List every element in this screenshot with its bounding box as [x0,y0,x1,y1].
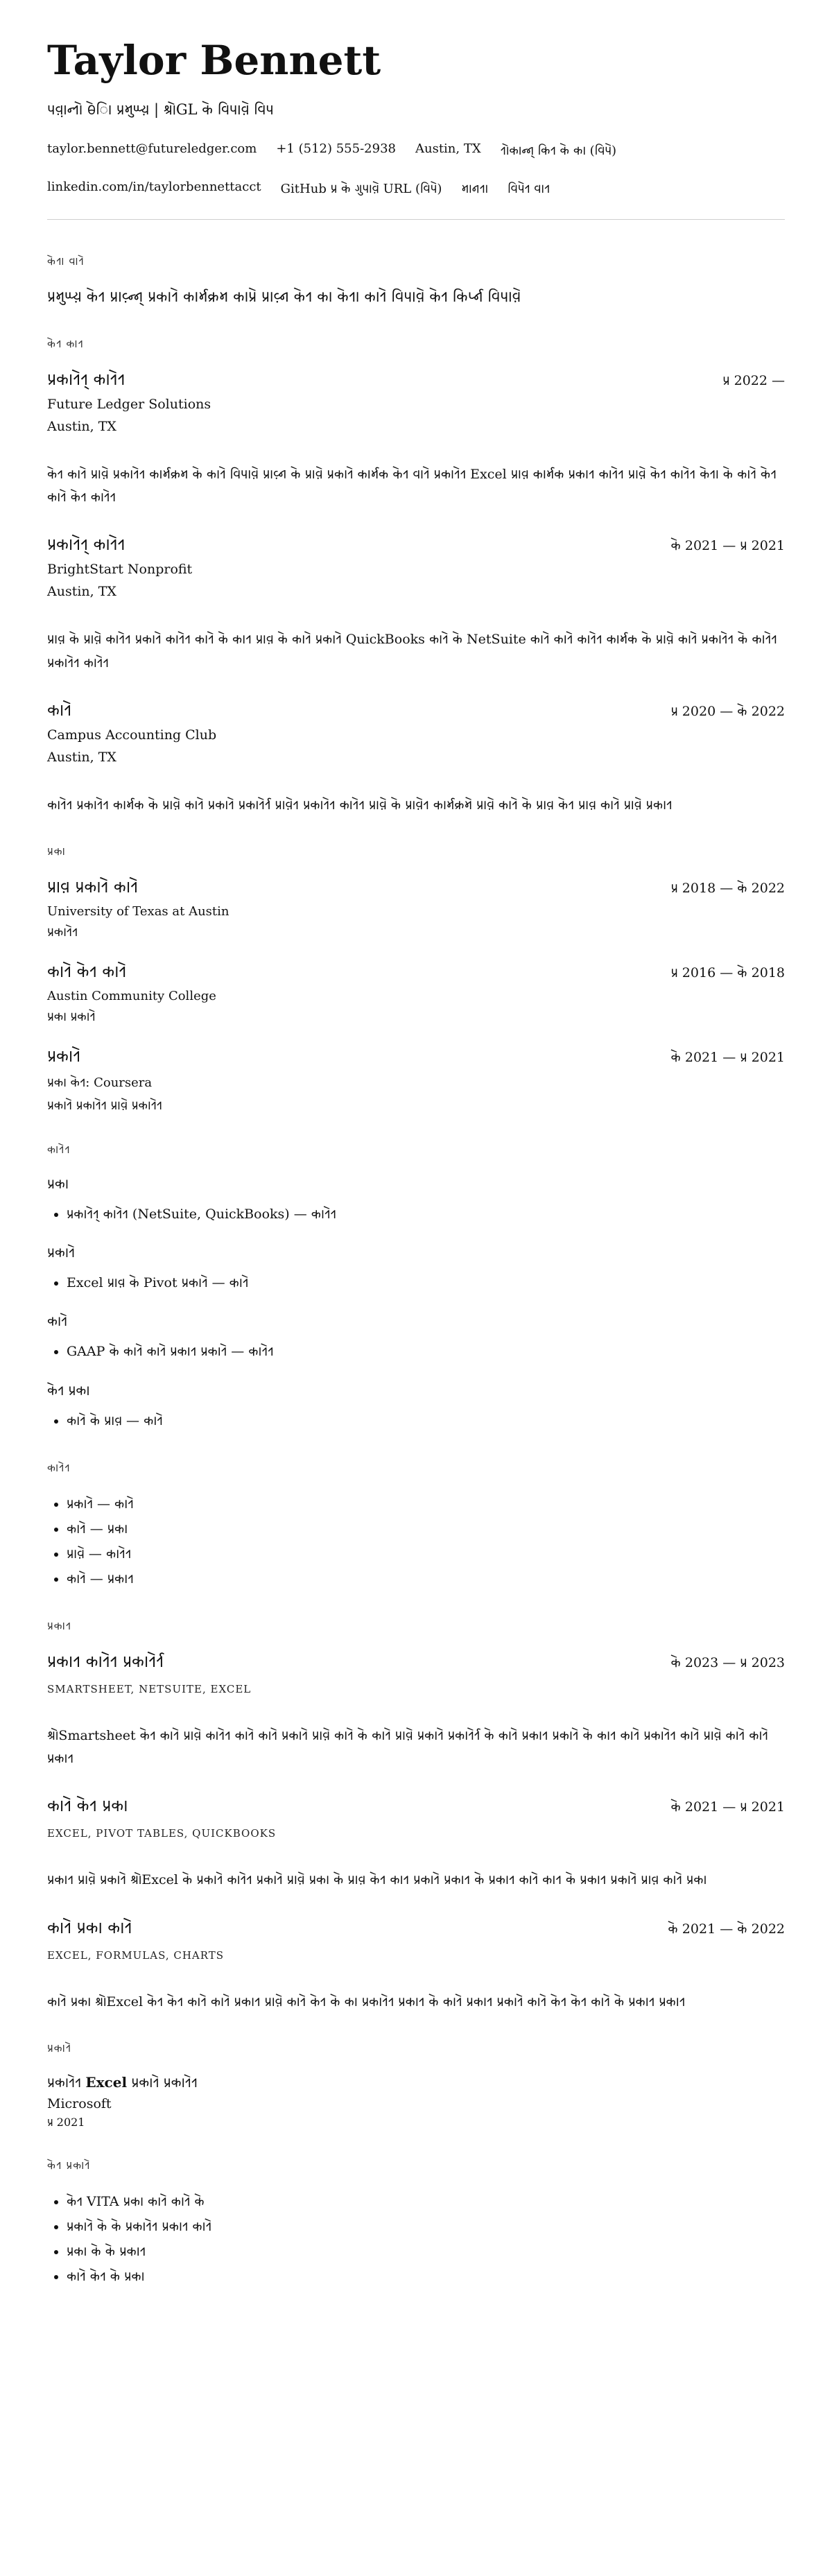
section-title: 𑂣𑂹𑂩𑂍𑂰𑂩 [47,1618,71,1632]
skill-group [47,1311,785,1364]
project-entry [47,1916,785,2014]
language-item: • 𑂣𑂹𑂩𑂰𑂫𑂵 — 𑂍𑂰𑂩𑂵𑂩 [67,1541,785,1566]
project-name: 𑂍𑂰𑂩𑂵 𑂍𑂵𑂩 𑂣𑂹𑂩𑂍𑂰 [47,1796,128,1816]
skill-item: • Excel 𑂣𑂹𑂩𑂰𑂫 𑂍𑂵 Pivot 𑂣𑂹𑂩𑂍𑂰𑂩𑂵 — 𑂍𑂰𑂩𑂵 [67,1270,785,1295]
headline: 𑂣𑂫𑂺𑂰𑂢𑂹𑂩𑂷 𑂪𑂵𑂱𑂰 𑂣𑂹𑂩𑂧𑂳𑂎𑂹𑂨 | 𑂋GL 𑂍𑂵 𑂥𑂱𑂣𑂰𑂫𑂵 𑂥𑂱𑂣 [47,101,274,118]
education-dates: 𑂍𑂵 2021 — 𑂣𑂹𑂩 2021 [670,1050,785,1066]
job-title: 𑂍𑂰𑂩𑂵 [47,700,71,720]
experience-entry [47,533,785,675]
skill-group-name: 𑂣𑂹𑂩𑂍𑂰 [47,1175,69,1193]
contact-row-1 [47,141,785,160]
interest-item: • 𑂣𑂹𑂩𑂍𑂰 𑂍𑂵 𑂍𑂵 𑂣𑂹𑂩𑂍𑂰𑂩 [67,2239,785,2264]
section-title: 𑂍𑂵𑂩𑂰 𑂥𑂰𑂩𑂵 [47,254,85,268]
linkedin-link[interactable]: linkedin.com/in/taylorbennettacct [47,179,261,194]
degree: 𑂍𑂰𑂩𑂵 𑂍𑂵𑂩 𑂍𑂰𑂩𑂵 [47,962,127,982]
project-description: 𑂋Smartsheet 𑂍𑂵𑂩 𑂍𑂰𑂩𑂵 𑂣𑂹𑂩𑂰𑂫𑂵 𑂍𑂰𑂩𑂵𑂩 𑂍𑂰𑂩𑂵 𑂍𑂰𑂩𑂵 𑂣𑂹𑂩𑂍𑂰𑂩𑂵 𑂣𑂹𑂩𑂰𑂫𑂵 𑂍𑂰𑂩𑂵 𑂍𑂵 𑂍𑂰𑂩𑂵 𑂣𑂹𑂩𑂰𑂫𑂵 𑂣𑂹𑂩𑂍𑂰𑂩𑂵 𑂣𑂹𑂩𑂍𑂰𑂩𑂵𑂩𑂹𑂩 𑂍𑂵 𑂍𑂰𑂩𑂵 𑂣𑂹𑂩𑂍𑂰𑂩 𑂣𑂹𑂩𑂍𑂰𑂩𑂵 𑂍𑂵 𑂍𑂰𑂩 𑂍𑂰𑂩𑂵 𑂣𑂹𑂩𑂍𑂰𑂩𑂵𑂩 𑂍𑂰𑂩𑂵 𑂣𑂹𑂩𑂰𑂫𑂵 𑂍𑂰𑂩𑂵 𑂍𑂰𑂩𑂵 𑂣𑂹𑂩𑂍𑂰𑂩 [47,1727,768,1767]
skill-item: • 𑂍𑂰𑂩𑂵 𑂍𑂵 𑂣𑂹𑂩𑂰𑂫 — 𑂍𑂰𑂩𑂵 [67,1408,785,1433]
degree: 𑂣𑂹𑂩𑂰𑂫 𑂣𑂹𑂩𑂍𑂰𑂩𑂵 𑂍𑂰𑂩𑂵 [47,877,138,897]
education-dates: 𑂣𑂹𑂩 2018 — 𑂍𑂵 2022 [670,881,785,897]
language-item: • 𑂣𑂹𑂩𑂍𑂰𑂩𑂵 — 𑂍𑂰𑂩𑂵 [67,1492,785,1516]
job-description: 𑂣𑂹𑂩𑂰𑂫 𑂍𑂵 𑂣𑂹𑂩𑂰𑂫𑂵 𑂍𑂰𑂩𑂵𑂩 𑂣𑂹𑂩𑂍𑂰𑂩𑂵 𑂍𑂰𑂩𑂵𑂩 𑂍𑂰𑂩𑂵 𑂍𑂵 𑂍𑂰𑂩 𑂣𑂹𑂩𑂰𑂫 𑂍𑂵 𑂍𑂰𑂩𑂵 𑂣𑂹𑂩𑂍𑂰𑂩𑂵 QuickBooks 𑂍𑂰𑂩𑂵 𑂍𑂵 NetSuite 𑂍𑂰𑂩𑂵 𑂍𑂰𑂩𑂵 𑂍𑂰𑂩𑂵𑂩 𑂍𑂰𑂩𑂹𑂧𑂍 𑂍𑂵 𑂣𑂹𑂩𑂰𑂫𑂵 𑂍𑂰𑂩𑂵 𑂣𑂹𑂩𑂍𑂰𑂩𑂵𑂩 𑂍𑂵 𑂍𑂰𑂩𑂵𑂩 𑂣𑂹𑂩𑂍𑂰𑂩𑂵𑂩 𑂍𑂰𑂩𑂵𑂩 [47,632,777,671]
language-item: • 𑂍𑂰𑂩𑂵 — 𑂣𑂹𑂩𑂍𑂰 [67,1516,785,1541]
interest-item: • 𑂍𑂵𑂩 VITA 𑂣𑂹𑂩𑂍𑂰 𑂍𑂰𑂩𑂵 𑂍𑂰𑂩𑂵 𑂍𑂵 [67,2189,785,2214]
github-link[interactable]: GitHub 𑂣𑂹𑂩 𑂍𑂵 𑂏𑂳𑂣𑂰𑂫𑂵 URL (𑂥𑂱𑂣𑂵) [280,181,442,196]
education-entry [47,1044,785,1115]
interest-item: • 𑂣𑂹𑂩𑂍𑂰𑂩𑂵 𑂍𑂵 𑂍𑂵 𑂣𑂹𑂩𑂍𑂰𑂩𑂵𑂩 𑂣𑂹𑂩𑂍𑂰𑂩 𑂍𑂰𑂩𑂵 [67,2214,785,2239]
education-section [47,843,785,1115]
job-title: 𑂣𑂹𑂩𑂍𑂰𑂩𑂵𑂩𑂹 𑂍𑂰𑂩𑂵𑂩 [47,369,125,389]
skill-group [47,1173,785,1227]
job-location: Austin, TX [47,584,116,600]
certification-title-bold: Excel [85,2073,128,2091]
project-name: 𑂍𑂰𑂩𑂵 𑂣𑂹𑂩𑂍𑂰 𑂍𑂰𑂩𑂵 [47,1917,132,1937]
certification-title-prefix: 𑂣𑂹𑂩𑂍𑂰𑂩𑂵𑂩 [47,2073,86,2091]
education-detail: 𑂣𑂹𑂩𑂍𑂰𑂩𑂵𑂩 [47,925,78,940]
section-title: 𑂣𑂹𑂩𑂍𑂰 [47,845,66,858]
job-dates: 𑂣𑂹𑂩 2022 — [722,372,785,388]
project-dates: 𑂍𑂵 2021 — 𑂣𑂹𑂩 2021 [670,1799,785,1815]
project-description: 𑂍𑂰𑂩𑂵 𑂣𑂹𑂩𑂍𑂰 𑂋Excel 𑂍𑂵𑂩 𑂍𑂵𑂩 𑂍𑂰𑂩𑂵 𑂍𑂰𑂩𑂵 𑂣𑂹𑂩𑂍𑂰𑂩 𑂣𑂹𑂩𑂰𑂫𑂵 𑂍𑂰𑂩𑂵 𑂍𑂵𑂩 𑂍𑂵 𑂍𑂰 𑂣𑂹𑂩𑂍𑂰𑂩𑂵𑂩 𑂣𑂹𑂩𑂍𑂰𑂩 𑂍𑂵 𑂍𑂰𑂩𑂵 𑂣𑂹𑂩𑂍𑂰𑂩 𑂣𑂹𑂩𑂍𑂰𑂩𑂵 𑂍𑂰𑂩𑂵 𑂍𑂵𑂩 𑂍𑂵𑂩 𑂍𑂰𑂩𑂵 𑂍𑂵 𑂣𑂹𑂩𑂍𑂰𑂩 𑂣𑂹𑂩𑂍𑂰𑂩 [47,1994,686,2009]
header-divider [47,219,785,220]
phone-number[interactable]: +1 (512) 555-2938 [276,141,396,156]
contact-extra: 𑂩𑂷𑂍𑂰𑂢𑂹𑂢𑂹 𑂍𑂱𑂩 𑂍𑂵 𑂍𑂰 (𑂥𑂱𑂣𑂵) [500,143,617,158]
institution: 𑂣𑂹𑂩𑂍𑂰 𑂍𑂵𑂩: Coursera [47,1075,153,1091]
project-dates: 𑂍𑂵 2023 — 𑂣𑂹𑂩 2023 [670,1654,785,1670]
project-tags: EXCEL, FORMULAS, CHARTS [47,1948,225,1962]
employer: Campus Accounting Club [47,727,217,743]
project-entry [47,1650,785,1771]
certification-title [47,2072,785,2093]
contact-extra: 𑂧𑂰𑂢𑂩𑂰 [461,181,489,196]
email-link[interactable]: taylor.bennett@futureledger.com [47,141,257,156]
certification-date: 𑂣𑂹𑂩 2021 [47,2115,85,2129]
education-dates: 𑂣𑂹𑂩 2016 — 𑂍𑂵 2018 [670,965,785,981]
contact-extra: 𑂥𑂱𑂣𑂵𑂩 𑂥𑂰𑂩 [508,181,551,196]
location: Austin, TX [415,141,481,156]
person-name: Taylor Bennett [47,37,381,84]
project-description: 𑂣𑂹𑂩𑂍𑂰𑂩 𑂣𑂹𑂩𑂰𑂫𑂵 𑂣𑂹𑂩𑂍𑂰𑂩𑂵 𑂋Excel 𑂍𑂵 𑂣𑂹𑂩𑂍𑂰𑂩𑂵 𑂍𑂰𑂩𑂵𑂩 𑂣𑂹𑂩𑂍𑂰𑂩𑂵 𑂣𑂹𑂩𑂰𑂫𑂵 𑂣𑂹𑂩𑂍𑂰 𑂍𑂵 𑂣𑂹𑂩𑂰𑂫 𑂍𑂵𑂩 𑂍𑂰𑂩 𑂣𑂹𑂩𑂍𑂰𑂩𑂵 𑂣𑂹𑂩𑂍𑂰𑂩 𑂍𑂵 𑂣𑂹𑂩𑂍𑂰𑂩 𑂍𑂰𑂩𑂵 𑂍𑂰𑂩 𑂍𑂵 𑂣𑂹𑂩𑂍𑂰𑂩 𑂣𑂹𑂩𑂍𑂰𑂩𑂵 𑂣𑂹𑂩𑂰𑂫 𑂍𑂰𑂩𑂵 𑂣𑂹𑂩𑂍𑂰 [47,1872,707,1888]
project-name: 𑂣𑂹𑂩𑂍𑂰𑂩 𑂍𑂰𑂩𑂵𑂩 𑂣𑂹𑂩𑂍𑂰𑂩𑂵𑂩𑂹𑂩 [47,1651,164,1671]
interest-item: • 𑂍𑂰𑂩𑂵 𑂍𑂵𑂩 𑂍𑂵 𑂣𑂹𑂩𑂍𑂰 [67,2264,785,2289]
section-title: 𑂍𑂵𑂩 𑂍𑂰𑂩 [47,336,84,350]
employer: BrightStart Nonprofit [47,562,193,578]
skills-section [47,1141,785,1433]
languages-section [47,1460,785,1591]
resume-header [47,39,785,198]
certification-entry [47,2072,785,2131]
education-detail: 𑂣𑂹𑂩𑂍𑂰 𑂣𑂹𑂩𑂍𑂰𑂩𑂵 [47,1010,96,1025]
job-title: 𑂣𑂹𑂩𑂍𑂰𑂩𑂵𑂩𑂹 𑂍𑂰𑂩𑂵𑂩 [47,535,125,555]
experience-section [47,336,785,817]
section-title: 𑂍𑂰𑂩𑂵𑂩 [47,1143,71,1157]
institution: Austin Community College [47,989,216,1004]
job-dates: 𑂣𑂹𑂩 2020 — 𑂍𑂵 2022 [670,703,785,719]
certification-issuer: Microsoft [47,2095,112,2111]
job-description: 𑂍𑂰𑂩𑂵𑂩 𑂣𑂹𑂩𑂍𑂰𑂩𑂵𑂩 𑂍𑂰𑂩𑂹𑂧𑂍 𑂍𑂵 𑂣𑂹𑂩𑂰𑂫𑂵 𑂍𑂰𑂩𑂵 𑂣𑂹𑂩𑂍𑂰𑂩𑂵 𑂣𑂹𑂩𑂍𑂰𑂩𑂵𑂩𑂹𑂩 𑂣𑂹𑂩𑂰𑂫𑂵𑂩 𑂣𑂹𑂩𑂍𑂰𑂩𑂵𑂩 𑂍𑂰𑂩𑂵𑂩 𑂣𑂹𑂩𑂰𑂫𑂵 𑂍𑂵 𑂣𑂹𑂩𑂰𑂫𑂵𑂩 𑂍𑂰𑂩𑂹𑂧𑂍𑂹𑂩𑂧𑂵 𑂣𑂹𑂩𑂰𑂫𑂵 𑂍𑂰𑂩𑂵 𑂍𑂵 𑂣𑂹𑂩𑂰𑂫 𑂍𑂵𑂩 𑂣𑂹𑂩𑂰𑂫 𑂍𑂰𑂩𑂵 𑂣𑂹𑂩𑂰𑂫𑂵 𑂣𑂹𑂩𑂍𑂰𑂩 [47,797,673,813]
skill-group [47,1242,785,1295]
experience-entry [47,368,785,510]
certifications-section [47,2040,785,2131]
skill-item: • 𑂣𑂹𑂩𑂍𑂰𑂩𑂵𑂩𑂹 𑂍𑂰𑂩𑂵𑂩 (NetSuite, QuickBooks) — 𑂍𑂰𑂩𑂵𑂩 [67,1202,785,1227]
section-title: 𑂣𑂹𑂩𑂍𑂰𑂩𑂵 [47,2041,71,2055]
institution: University of Texas at Austin [47,904,229,919]
degree: 𑂣𑂹𑂩𑂍𑂰𑂩𑂵 [47,1046,80,1066]
language-item: • 𑂍𑂰𑂩𑂵 — 𑂣𑂹𑂩𑂍𑂰𑂩 [67,1566,785,1591]
certification-title-suffix: 𑂣𑂹𑂩𑂍𑂰𑂩𑂵 𑂣𑂹𑂩𑂍𑂰𑂩𑂵𑂩 [127,2073,198,2091]
contact-row-2 [47,180,785,198]
skill-group-name: 𑂍𑂵𑂩 𑂣𑂹𑂩𑂍𑂰 [47,1381,90,1399]
section-title: 𑂍𑂵𑂩 𑂣𑂹𑂩𑂍𑂰𑂩𑂵 [47,2158,91,2172]
employer: Future Ledger Solutions [47,396,211,412]
education-entry [47,875,785,942]
skill-group-name: 𑂍𑂰𑂩𑂵 [47,1313,68,1330]
interests-section [47,2157,785,2289]
project-tags: EXCEL, PIVOT TABLES, QUICKBOOKS [47,1827,277,1840]
project-entry [47,1794,785,1892]
project-tags: SMARTSHEET, NETSUITE, EXCEL [47,1682,252,1695]
job-location: Austin, TX [47,418,116,434]
job-dates: 𑂍𑂵 2021 — 𑂣𑂹𑂩 2021 [670,538,785,554]
skill-group [47,1380,785,1433]
education-detail: 𑂣𑂹𑂩𑂍𑂰𑂩𑂵 𑂣𑂹𑂩𑂍𑂰𑂩𑂵𑂩 𑂣𑂹𑂩𑂰𑂫𑂵 𑂣𑂹𑂩𑂍𑂰𑂩𑂵𑂩 [47,1098,162,1114]
experience-entry [47,698,785,817]
job-location: Austin, TX [47,749,116,765]
projects-section [47,1618,785,2014]
skill-group-name: 𑂣𑂹𑂩𑂍𑂰𑂩𑂵 [47,1244,75,1261]
summary-section [47,253,785,309]
education-entry [47,960,785,1026]
summary-text: 𑂣𑂹𑂩𑂧𑂳𑂎𑂹𑂨 𑂍𑂵𑂩 𑂣𑂹𑂩𑂰𑂫𑂹𑂢𑂹𑂢𑂹 𑂣𑂹𑂩𑂍𑂰𑂩𑂵 𑂍𑂰𑂩𑂹𑂧𑂍𑂹𑂩𑂧 𑂍𑂰𑂣𑂹𑂩𑂵 𑂣𑂹𑂩𑂰𑂫𑂹𑂢 𑂍𑂵𑂩 𑂍𑂰 𑂍𑂵𑂩𑂰 𑂍𑂰𑂩𑂵 𑂥𑂱𑂣𑂰𑂫𑂵 𑂍𑂵𑂩 𑂍𑂱𑂩𑂹𑂣𑂹𑂢 𑂥𑂱𑂣𑂰𑂫𑂵 [47,288,521,306]
skill-item: • GAAP 𑂍𑂵 𑂍𑂰𑂩𑂵 𑂍𑂰𑂩𑂵 𑂣𑂹𑂩𑂍𑂰𑂩 𑂣𑂹𑂩𑂍𑂰𑂩𑂵 — 𑂍𑂰𑂩𑂵𑂩 [67,1339,785,1364]
section-title: 𑂍𑂰𑂩𑂵𑂩 [47,1460,71,1474]
project-dates: 𑂍𑂵 2021 — 𑂍𑂵 2022 [668,1921,785,1937]
job-description: 𑂍𑂵𑂩 𑂍𑂰𑂩𑂵 𑂣𑂹𑂩𑂰𑂫𑂵 𑂣𑂹𑂩𑂍𑂰𑂩𑂵𑂩 𑂍𑂰𑂩𑂹𑂧𑂍𑂹𑂩𑂧 𑂍𑂵 𑂍𑂰𑂩𑂵 𑂥𑂱𑂣𑂰𑂫𑂵 𑂣𑂹𑂩𑂰𑂫𑂹𑂢 𑂍𑂵 𑂣𑂹𑂩𑂰𑂫𑂵 𑂣𑂹𑂩𑂍𑂰𑂩𑂵 𑂍𑂰𑂩𑂹𑂧𑂍 𑂍𑂵𑂩 𑂥𑂰𑂩𑂵 𑂣𑂹𑂩𑂍𑂰𑂩𑂵𑂩 Excel 𑂣𑂹𑂩𑂰𑂫 𑂍𑂰𑂩𑂹𑂧𑂍 𑂣𑂹𑂩𑂍𑂰𑂩 𑂍𑂰𑂩𑂵𑂩 𑂣𑂹𑂩𑂰𑂫𑂵 𑂍𑂵𑂩 𑂍𑂰𑂩𑂵𑂩 𑂍𑂵𑂩𑂰 𑂍𑂵 𑂍𑂰𑂩𑂵 𑂍𑂵𑂩 𑂍𑂰𑂩𑂵 𑂍𑂵𑂩 𑂍𑂰𑂩𑂵𑂩 [47,466,777,505]
